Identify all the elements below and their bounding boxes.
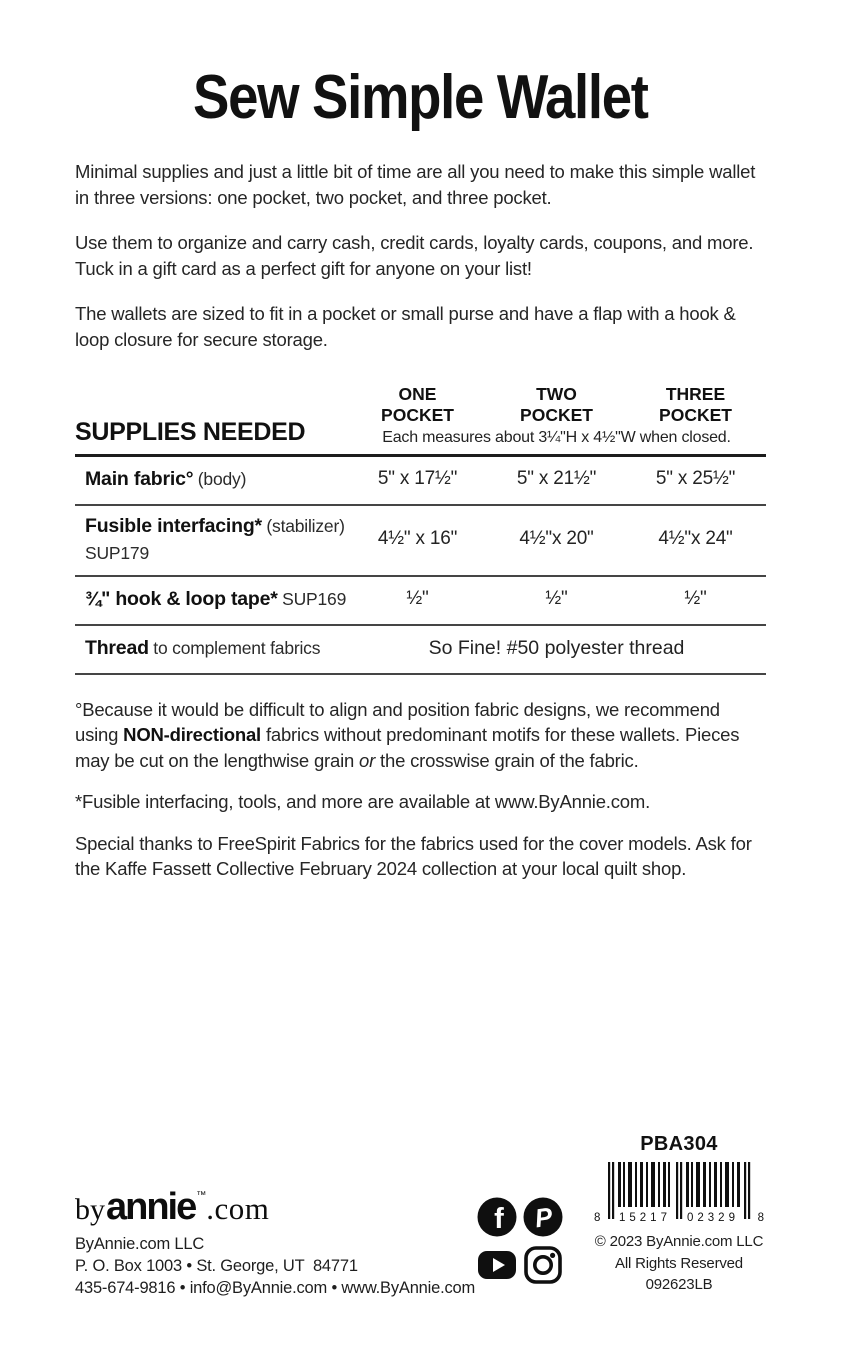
page-title: Sew Simple Wallet xyxy=(193,63,648,132)
footnote-text: the crosswise grain of the fabric. xyxy=(375,749,639,771)
row-name: Main fabric° xyxy=(85,467,194,490)
product-code: PBA304 xyxy=(640,1133,718,1155)
intro-paragraph-3: The wallets are sized to fit in a pocket or small purse and have a flap with a hook & loop closure for secure storage. xyxy=(75,303,736,350)
row-label xyxy=(75,468,348,491)
copyright-line: 092623LB xyxy=(645,1276,713,1293)
cell-two-pocket: 4½"x 20" xyxy=(519,528,594,550)
barcode-digit: 8 xyxy=(757,1212,764,1224)
footnote-text: °Because it would be difficult to align and position fabric designs, we recommend using xyxy=(75,698,720,746)
row-sku: SUP179 xyxy=(85,542,149,563)
upc-barcode xyxy=(594,1162,764,1224)
pattern-back-cover xyxy=(0,62,841,882)
footnote-non-directional xyxy=(75,697,766,774)
supplies-heading: SUPPLIES NEEDED xyxy=(75,417,306,446)
facebook-icon[interactable] xyxy=(477,1197,517,1237)
row-name: Thread xyxy=(85,636,149,659)
footnote-special-thanks: Special thanks to FreeSpirit Fabrics for the fabrics used for the cover models. Ask for the Kaffe Fassett Collective February 2024 collection at your local quilt shop. xyxy=(75,832,752,880)
cell-one-pocket: 5" x 17½" xyxy=(377,468,458,490)
size-note: Each measures about 3¼"H x 4½"W when closed. xyxy=(382,428,731,446)
table-row-hook-loop-tape xyxy=(75,577,766,626)
company-name: ByAnnie.com LLC xyxy=(75,1235,205,1253)
table-row-thread xyxy=(75,626,766,675)
footer-brand-block xyxy=(75,1186,475,1299)
copyright-line: © 2023 ByAnnie.com LLC xyxy=(594,1233,764,1250)
barcode-block xyxy=(593,1133,765,1296)
row-label xyxy=(75,637,348,660)
row-detail: (body) xyxy=(197,468,247,489)
row-label xyxy=(75,515,348,564)
column-header-label: ONE POCKET xyxy=(381,384,454,425)
column-header-label: THREE POCKET xyxy=(659,384,732,425)
cell-three-pocket: ½" xyxy=(684,588,707,610)
company-contact: 435-674-9816 • info@ByAnnie.com • www.ByAnnie.com xyxy=(75,1279,476,1297)
cell-three-pocket: 5" x 25½" xyxy=(655,468,736,490)
intro-paragraph-2: Use them to organize and carry cash, credit cards, loyalty cards, coupons, and more. Tuck in a gift card as a perfect gift for anyone on your list! xyxy=(75,232,754,279)
footnote-bold-text: NON-directional xyxy=(123,724,261,746)
column-header-two-pocket xyxy=(487,384,626,426)
row-name: ¾" hook & loop tape* xyxy=(85,587,278,610)
row-name: Fusible interfacing* xyxy=(85,514,262,537)
row-label xyxy=(75,588,348,611)
row-detail: (stabilizer) xyxy=(266,515,345,536)
footnote-italic-text: or xyxy=(359,749,376,771)
table-row-fusible-interfacing xyxy=(75,506,766,577)
cell-two-pocket: 5" x 21½" xyxy=(516,468,597,490)
column-header-three-pocket xyxy=(626,384,765,426)
barcode-digits-group: 15217 xyxy=(619,1212,671,1224)
column-header-label: TWO POCKET xyxy=(520,384,593,425)
cell-thread-spec: So Fine! #50 polyester thread xyxy=(428,636,685,659)
logo-com: .com xyxy=(206,1191,270,1226)
cell-three-pocket: 4½"x 24" xyxy=(658,528,733,550)
pinterest-icon[interactable] xyxy=(523,1197,563,1237)
logo-annie: annie xyxy=(106,1186,196,1228)
svg-text:P: P xyxy=(532,1201,555,1234)
cell-one-pocket: 4½" x 16" xyxy=(377,528,458,550)
svg-text:f: f xyxy=(494,1203,504,1235)
column-header-one-pocket xyxy=(348,384,487,426)
byannie-logo xyxy=(75,1186,475,1229)
footnote-fusible-availability: *Fusible interfacing, tools, and more are available at www.ByAnnie.com. xyxy=(75,791,651,813)
social-links xyxy=(477,1197,563,1285)
footnote-text: fabrics without predominant motifs for these wallets. Pieces may be cut on the lengthwise grain xyxy=(75,724,740,771)
row-detail: SUP169 xyxy=(282,588,347,609)
intro-paragraph-1: Minimal supplies and just a little bit of time are all you need to make this simple wallet in three versions: one pocket, two pocket, and three pocket. xyxy=(75,161,756,208)
cell-two-pocket: ½" xyxy=(545,588,568,610)
copyright-line: All Rights Reserved xyxy=(615,1254,743,1272)
company-address: P. O. Box 1003 • St. George, UT 84771 xyxy=(75,1257,358,1275)
logo-by: by xyxy=(75,1193,105,1226)
cell-one-pocket: ½" xyxy=(406,588,429,610)
row-detail: to complement fabrics xyxy=(153,637,321,658)
instagram-icon[interactable] xyxy=(523,1245,563,1285)
table-row-main-fabric xyxy=(75,457,766,506)
barcode-digit: 8 xyxy=(594,1212,601,1224)
supplies-table xyxy=(75,384,766,675)
supplies-table-header xyxy=(75,384,766,457)
barcode-digits-group: 02329 xyxy=(687,1212,739,1224)
logo-trademark: ™ xyxy=(196,1190,207,1201)
youtube-icon[interactable] xyxy=(477,1245,517,1285)
